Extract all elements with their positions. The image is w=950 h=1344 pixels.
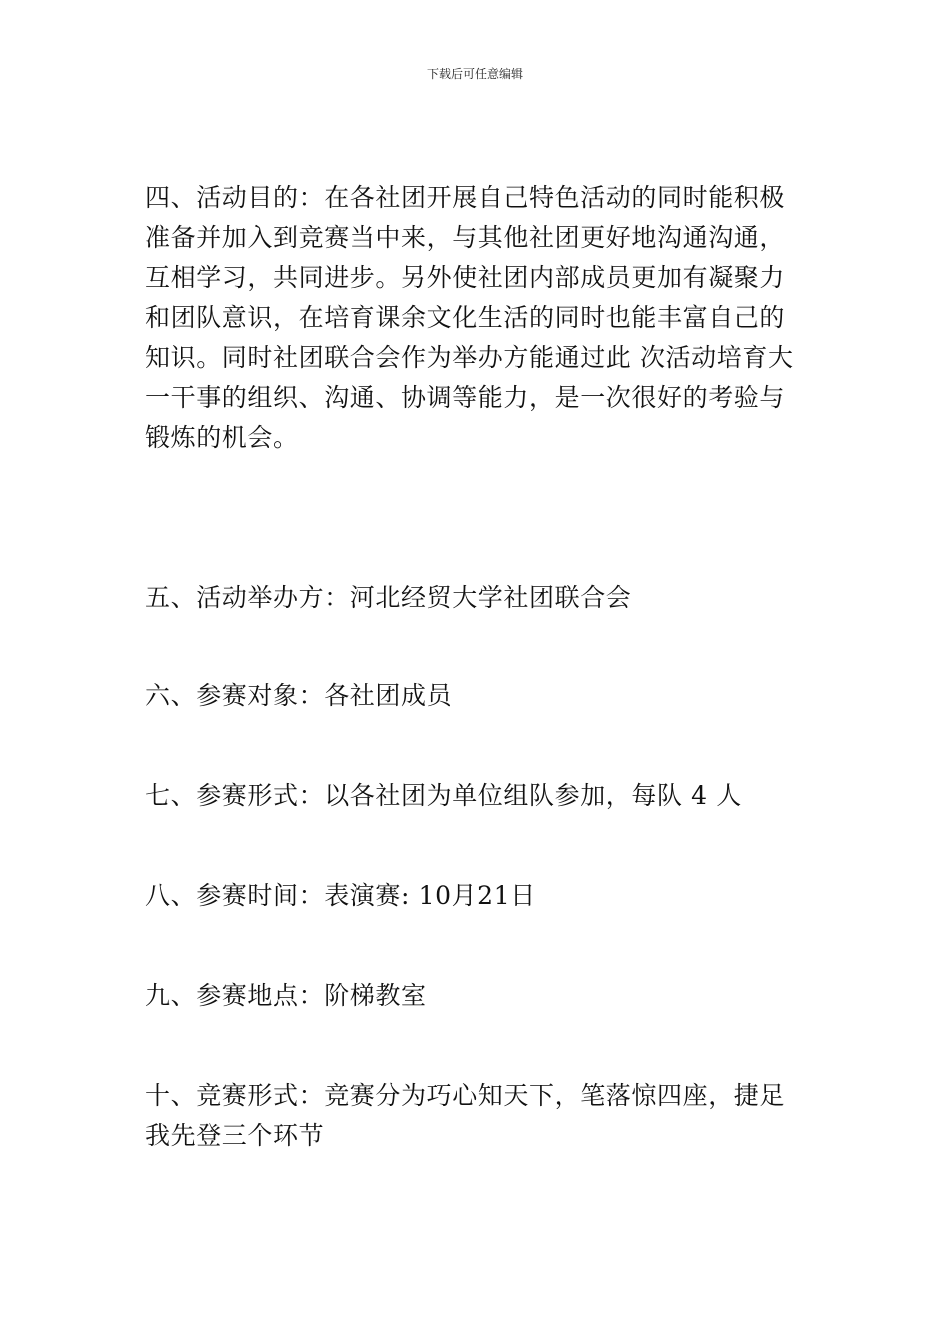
section-text: 八、参赛时间：表演赛: 10月21日 (145, 881, 536, 910)
section-text: 五、活动举办方：河北经贸大学社团联合会 (145, 583, 632, 612)
section-text: 六、参赛对象：各社团成员 (145, 681, 453, 710)
section-time (145, 876, 810, 916)
section-text: 七、参赛形式：以各社团为单位组队参加，每队 4 人 (145, 781, 742, 810)
section-format (145, 776, 810, 816)
section-participants (145, 676, 810, 716)
section-text: 十、竞赛形式：竞赛分为巧心知天下，笔落惊四座，捷足我先登三个环节 (145, 1081, 786, 1150)
section-text: 九、参赛地点：阶梯教室 (145, 981, 427, 1010)
page-header: 下载后可任意编辑 (426, 67, 523, 81)
section-activity-purpose (145, 178, 810, 458)
section-location (145, 976, 810, 1016)
section-organizer (145, 578, 810, 618)
section-text: 四、活动目的：在各社团开展自己特色活动的同时能积极准备并加入到竞赛当中来，与其他社团更好地沟通沟通，互相学习，共同进步。另外使社团内部成员更加有凝聚力和团队意识，在培育课余文化生活的同时也能丰富自己的知识。同时社团联合会作为举办方能通过此 次活动培育大一干事的组织、沟通、协调等能力，是一次很好的考验与锻炼的机会。 (145, 183, 794, 452)
section-competition-format (145, 1076, 810, 1156)
